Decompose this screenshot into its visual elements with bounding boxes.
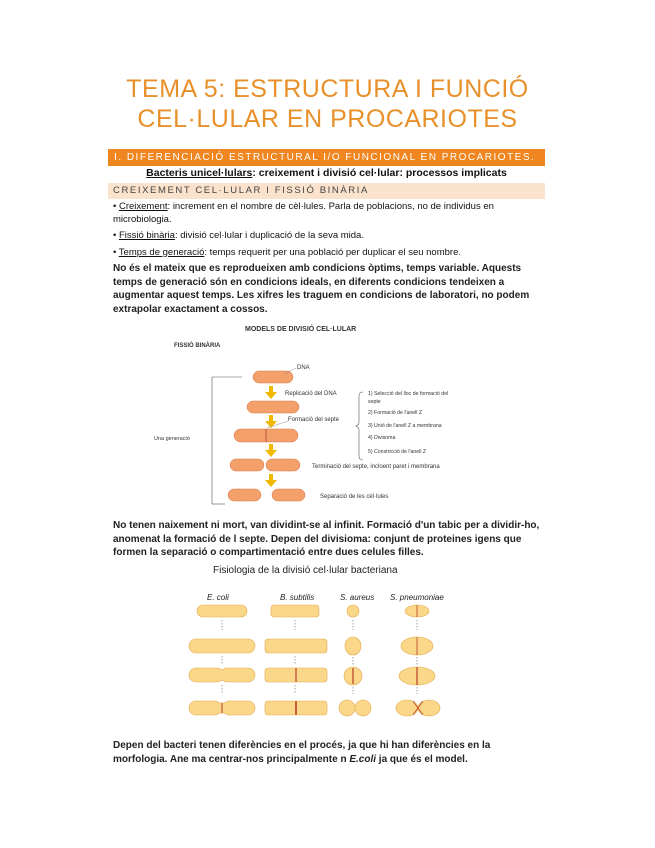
definition-text: : divisió cel·lular i duplicació de la seva mida.: [174, 230, 364, 241]
arrow-down-icon: [265, 415, 277, 428]
subtitle-part-processes: : processos implicats: [399, 167, 507, 179]
definition-text: : increment en el nombre de cèl·lules. Parla de poblacions, no de individus en microbiologia.: [113, 201, 494, 225]
paragraph-morphology: [113, 739, 543, 766]
figure2-title: Fisiologia de la divisió cel·lular bacteriana: [213, 565, 398, 576]
definition-text: : temps requerit per una població per duplicar el seu nombre.: [204, 246, 462, 258]
subsection-heading: CREIXEMENT CEL·LULAR I FISSIÓ BINÀRIA: [108, 183, 545, 199]
spneumoniae-cell-4-right: [418, 700, 440, 716]
bsubtilis-cell-2: [265, 639, 327, 653]
definition-item: • Creixement: increment en el nombre de cèl·lules. Parla de poblacions, no de individus en microbiologia.: [113, 201, 494, 225]
cell-stage2: [247, 401, 299, 413]
steps-brace: [356, 392, 363, 460]
definition-item: • Fissió binària: divisió cel·lular i duplicació de la seva mida.: [113, 230, 364, 241]
label-septum-termination: Terminació del septe, incloent paret i membrana: [312, 464, 440, 470]
step-item: 2) Formació de l'anell Z: [368, 410, 423, 416]
saureus-cell-4-left: [339, 700, 355, 716]
spneumoniae-cell-4-left: [396, 700, 418, 716]
label-generation: Una generació: [154, 436, 190, 442]
bsubtilis-cell-1: [271, 605, 319, 617]
saureus-cell-2: [345, 637, 361, 655]
step-item: 3) Unió de l'anell Z a membrana: [368, 423, 442, 429]
cell-stage4-right: [266, 459, 300, 471]
label-dna: DNA: [297, 365, 310, 371]
ecoli-cell-3: [189, 668, 255, 682]
arrow-down-icon: [265, 444, 277, 457]
saureus-cell-1: [347, 605, 359, 617]
definition-term: Fissió binària: [118, 230, 175, 241]
saureus-cell-4-right: [355, 700, 371, 716]
cell-stage4-left: [230, 459, 264, 471]
species-label-ecoli: E. coli: [207, 593, 229, 602]
arrow-down-icon: [265, 386, 277, 399]
definition-list: [113, 201, 543, 263]
bacterial-division-diagram: [185, 560, 475, 730]
figure1-subtitle: FISSIÓ BINÀRIA: [174, 343, 221, 349]
arrow-down-icon: [265, 474, 277, 487]
page-title-line1: TEMA 5: ESTRUCTURA I FUNCIÓ: [126, 75, 529, 103]
step-item: 1) Selecció del lloc de formació del: [368, 391, 449, 397]
ecoli-cell-2: [189, 639, 255, 653]
step-item: 5) Constricció de l'anell Z: [368, 449, 427, 455]
paragraph-divisome: No tenen naixement ni mort, van dividint-se al infinit. Formació d'un tabic per a dividir-ho, anomenat la formació de l septe. Depen del divisioma: conjunt de proteines igens que formen la separació o compartimentació entre dues celules filles.: [113, 520, 540, 558]
binary-fission-diagram: [150, 322, 500, 512]
step-item: septe: [368, 399, 381, 405]
label-dna-replication: Replicació del DNA: [285, 391, 337, 397]
definition-term: Creixement: [118, 201, 168, 212]
section-heading: I. DIFERENCIACIÓ ESTRUCTURAL I/O FUNCIONAL EN PROCARIOTES.: [108, 149, 545, 166]
paragraph-generation-times: No és el mateix que es reprodueixen amb condicions òptims, temps variable. Aquests temps de generació són en condicions ideals, en diferents condicions tendeixen a augmentar aquest temps. Les xifres les traguem en condicions de laboratori, no podem extrapolar exactament a cossos.: [113, 263, 530, 315]
label-septum-formation: Formació del septe: [288, 417, 340, 423]
label-cell-separation: Separació de les cèl·lules: [320, 494, 389, 500]
species-label-bsubtilis: B. subtilis: [280, 593, 315, 602]
definition-term: Temps de generació: [118, 246, 205, 258]
paragraph-text: Depen del bacteri tenen diferències en el procés, ja que hi han diferències en la morfologia. Ane ma centrar-nos principalmente n: [113, 740, 491, 765]
cell-stage1: [253, 371, 293, 383]
figure1-title: MODELS DE DIVISIÓ CEL·LULAR: [245, 326, 357, 333]
cell-stage5-left: [228, 489, 261, 501]
paragraph-text: ja que és el model.: [376, 753, 468, 765]
subtitle-part-growth: : creixement i divisió cel·lular: [252, 167, 400, 179]
section-subtitle: [108, 166, 545, 180]
species-label-spneumoniae: S. pneumoniae: [390, 593, 444, 602]
ecoli-cell-1: [197, 605, 247, 617]
cell-stage5-right: [272, 489, 305, 501]
definition-item: • Temps de generació: temps requerit per una població per duplicar el seu nombre.: [113, 246, 462, 258]
species-label-saureus: S. aureus: [340, 593, 375, 602]
species-name-ecoli: E.coli: [349, 753, 377, 765]
subtitle-term-bacteris: Bacteris unicel·lulars: [146, 167, 253, 179]
page-title-line2: CEL·LULAR EN PROCARIOTES: [137, 105, 518, 133]
step-item: 4) Divisoma: [368, 435, 396, 441]
